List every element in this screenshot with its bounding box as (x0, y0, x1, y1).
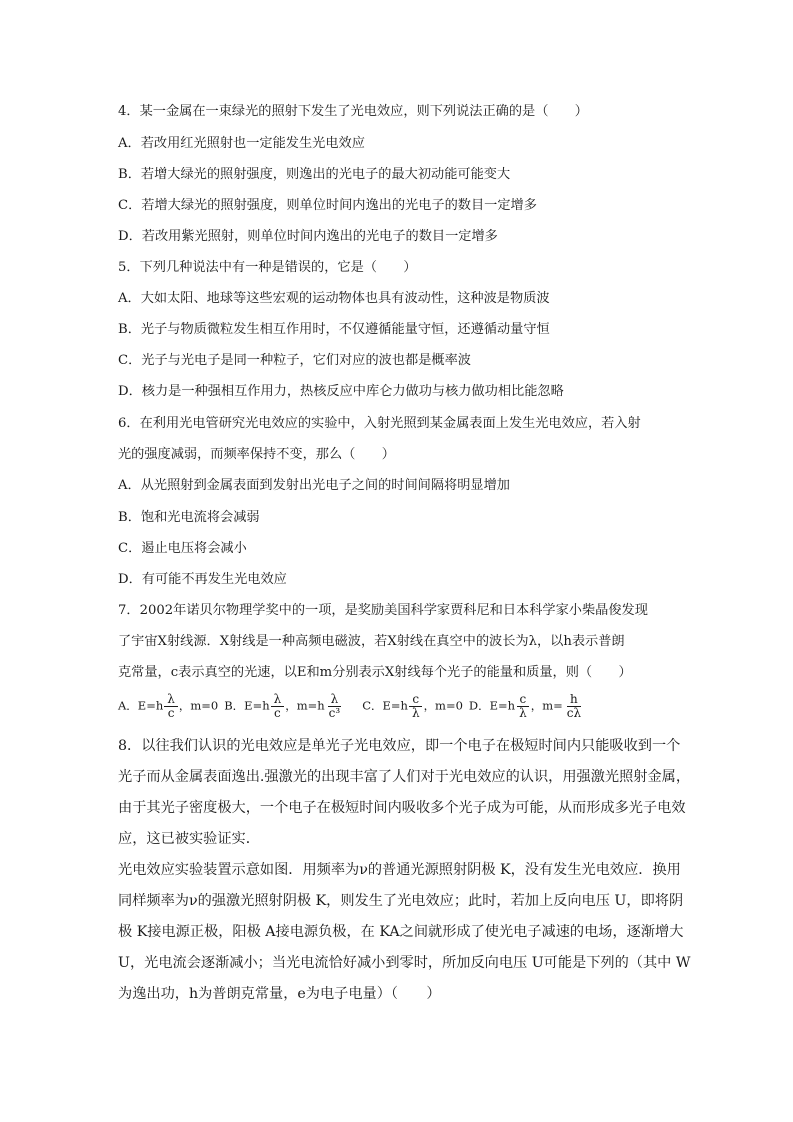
q7-option-d: D．E=h $\frac{c}{\lambda}$ ，m= $\frac{h}{c\lambda}$ (469, 693, 585, 720)
q7-option-a: A．E=h $\frac{\lambda}{c}$ ，m=0 (118, 691, 219, 720)
question-5-option-b: B．光子与物质微粒发生相互作用时，不仅遵循能量守恒，还遵循动量守恒 (118, 322, 550, 337)
question-6-option-c: C．遏止电压将会减小 (118, 541, 247, 556)
question-8-para-1-line-1: 8．以往我们认识的光电效应是单光子光电效应，即一个电子在极短时间内只能吸收到一个 (118, 738, 681, 754)
question-6-stem-line-2: 光的强度减弱，而频率保持不变，那么（ ） (118, 447, 395, 462)
question-6-option-a: A．从光照射到金属表面到发射出光电子之间的时间间隔将明显增加 (118, 478, 510, 493)
question-6-option-d: D．有可能不再发生光电效应 (118, 572, 287, 587)
question-8-para-2-line-3: 极 K接电源正极，阳极 A接电源负极，在 KA之间就形成了使光电子减速的电场，逐渐增大 (118, 924, 684, 940)
question-8-para-1-line-3: 由于其光子密度极大，一个电子在极短时间内吸收多个光子成为可能，从而形成多光子电效 (118, 800, 686, 816)
question-4-option-c: C．若增大绿光的照射强度，则单位时间内逸出的光电子的数目一定增多 (118, 198, 537, 213)
question-4-option-d: D．若改用紫光照射，则单位时间内逸出的光电子的数目一定增多 (118, 229, 498, 244)
q7-d-fraction-m: $\frac{h}{c\lambda}$ (566, 691, 582, 720)
q7-option-b: B．E=h $\frac{\lambda}{c}$ ，m=h $\frac{\lambda}{\text{c³}}$ (224, 693, 344, 720)
q7-a-fraction: $\frac{\lambda}{c}$ (164, 693, 178, 720)
question-6-stem-line-1: 6．在利用光电管研究光电效应的实验中，入射光照到某金属表面上发生光电效应，若入射 (118, 416, 641, 431)
question-8-para-1-line-4: 应，这已被实验证实． (118, 831, 260, 847)
question-7-options (118, 688, 585, 724)
question-5-option-c: C．光子与光电子是同一种粒子，它们对应的波也都是概率波 (118, 353, 471, 368)
q7-d-fraction-e: $\frac{c}{\lambda}$ (516, 693, 530, 720)
question-4-stem: 4．某一金属在一束绿光的照射下发生了光电效应，则下列说法正确的是（ ） (118, 104, 588, 119)
question-5-option-a: A．大如太阳、地球等这些宏观的运动物体也具有波动性，这种波是物质波 (118, 291, 550, 306)
question-5-option-d: D．核力是一种强相互作用力，热核反应中库仑力做功与核力做功相比能忽略 (118, 384, 564, 399)
question-8-para-1-line-2: 光子而从金属表面逸出.强激光的出现丰富了人们对于光电效应的认识，用强激光照射金属， (118, 769, 691, 785)
question-8-para-2-line-5: 为逸出功，h为普朗克常量，e为电子电量）（ ） (118, 986, 441, 1002)
question-8-para-2-line-2: 同样频率为ν的强激光照射阴极 K，则发生了光电效应；此时，若加上反向电压 U，即将阴 (118, 893, 684, 909)
question-4-option-a: A．若改用红光照射也一定能发生光电效应 (118, 136, 365, 151)
question-6-option-b: B．饱和光电流将会减弱 (118, 510, 260, 525)
question-7-stem-line-2: 了宇宙X射线源．X射线是一种高频电磁波，若X射线在真空中的波长为λ，以h表示普朗 (118, 634, 625, 649)
question-4-option-b: B．若增大绿光的照射强度，则逸出的光电子的最大初动能可能变大 (118, 167, 511, 182)
question-8-para-2-line-1: 光电效应实验装置示意如图．用频率为ν的普通光源照射阴极 K，没有发生光电效应．换用 (118, 862, 681, 878)
question-7-stem-line-3: 克常量，c表示真空的光速，以E和m分别表示X射线每个光子的能量和质量，则（ ） (118, 665, 632, 680)
question-7-stem-line-1: 7．2002年诺贝尔物理学奖中的一项，是奖励美国科学家贾科尼和日本科学家小柴晶俊发现 (118, 603, 648, 618)
question-5-stem: 5．下列几种说法中有一种是错误的，它是（ ） (118, 260, 417, 275)
q7-c-fraction: $\frac{c}{\lambda}$ (409, 693, 423, 720)
q7-b-fraction-m: $\frac{\lambda}{\text{c³}}$ (328, 691, 341, 720)
q7-b-fraction-e: $\frac{\lambda}{c}$ (271, 693, 285, 720)
q7-option-c: C．E=h $\frac{c}{\lambda}$ ，m=0 (362, 691, 463, 720)
question-8-para-2-line-4: U，光电流会逐渐减小；当光电流恰好减小到零时，所加反向电压 U可能是下列的（其中 W (118, 955, 691, 971)
